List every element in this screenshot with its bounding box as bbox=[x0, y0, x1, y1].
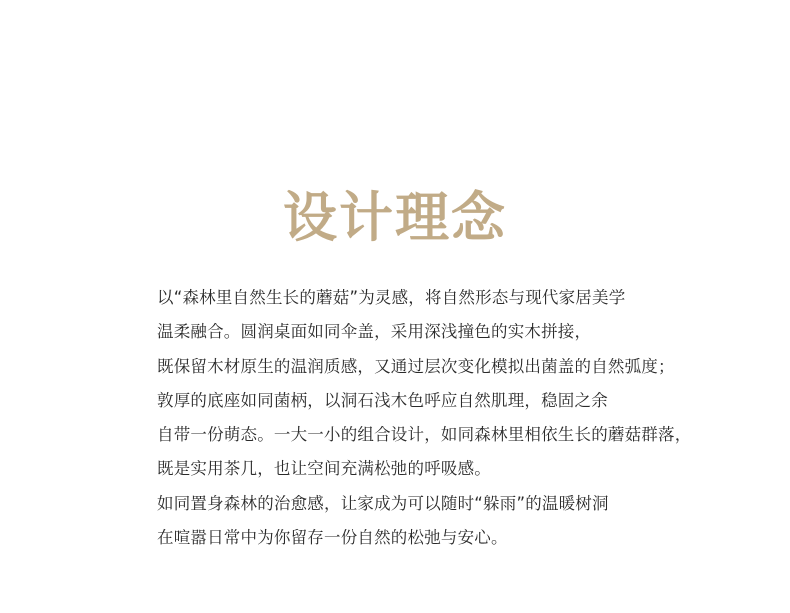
paragraph-line: 既是实用茶几，也让空间充满松弛的呼吸感。 bbox=[157, 459, 491, 479]
paragraph-line: 在喧嚣日常中为你留存一份自然的松弛与安心。 bbox=[157, 528, 508, 548]
paragraph-line: 如同置身森林的治愈感，让家成为可以随时“躲雨”的温暖树洞 bbox=[157, 493, 609, 513]
page-title: 设计理念 bbox=[283, 186, 507, 250]
paragraph-line: 敦厚的底座如同菌柄，以洞石浅木色呼应自然肌理，稳固之余 bbox=[157, 390, 608, 410]
paragraph-line: 既保留木材原生的温润质感，又通过层次变化模拟出菌盖的自然弧度； bbox=[157, 356, 675, 376]
paragraph-line: 温柔融合。圆润桌面如同伞盖，采用深浅撞色的实木拼接， bbox=[157, 322, 592, 342]
paragraph-line: 自带一份萌态。一大一小的组合设计，如同森林里相依生长的蘑菇群落， bbox=[157, 425, 692, 445]
design-concept-paragraph bbox=[157, 285, 777, 559]
paragraph-line: 以“森林里自然生长的蘑菇”为灵感，将自然形态与现代家居美学 bbox=[157, 288, 626, 307]
